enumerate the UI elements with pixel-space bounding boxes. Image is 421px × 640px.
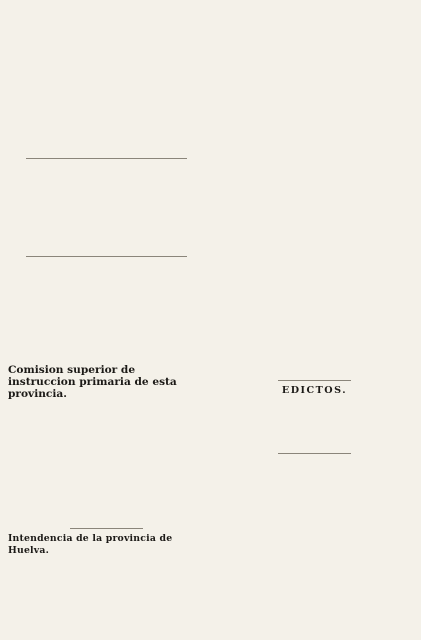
notice-right-1 xyxy=(216,6,413,378)
divider xyxy=(26,158,187,159)
notice-right-3 xyxy=(216,457,413,605)
notice-right-2 xyxy=(216,401,413,451)
notice-left-5 xyxy=(8,561,205,591)
divider xyxy=(278,453,351,454)
notice-left-2 xyxy=(8,162,205,254)
intendencia-heading: Intendencia de la provincia de Huelva. xyxy=(8,533,173,556)
divider xyxy=(278,380,351,381)
notice-left-4 xyxy=(8,404,205,526)
edictos-heading: EDICTOS. xyxy=(281,385,348,396)
divider xyxy=(26,256,187,257)
notice-left-1 xyxy=(8,6,205,156)
divider xyxy=(70,528,143,529)
right-column xyxy=(216,6,413,636)
comision-heading: Comision superior de instruccion primaria de esta provincia. xyxy=(8,364,177,400)
notice-left-3 xyxy=(8,260,205,360)
left-column xyxy=(8,6,205,636)
